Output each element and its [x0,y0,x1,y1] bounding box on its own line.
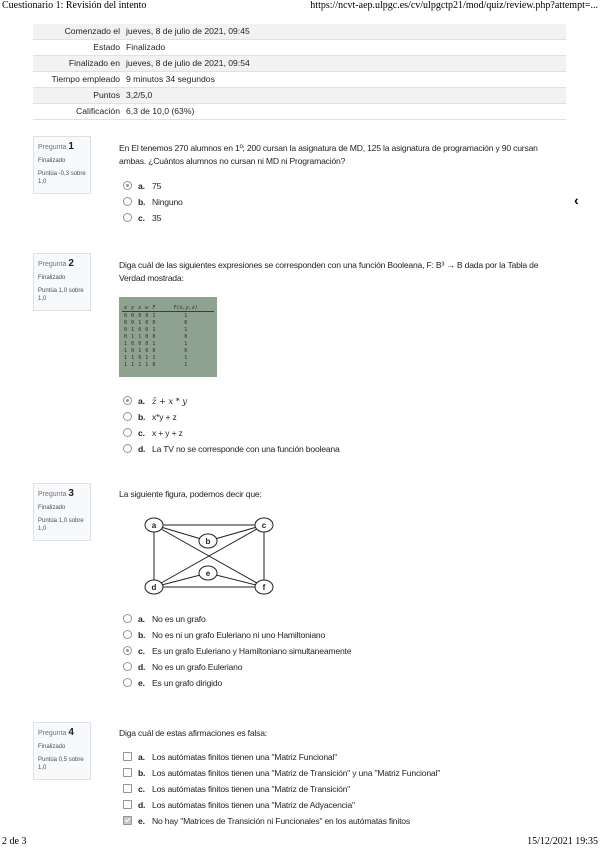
radio-button[interactable] [123,444,132,453]
question-info-4 [33,722,91,780]
truth-table: x y z w F F(x,y,z) 0 0 0 0 1 1 0 0 1 0 0 0 0 1 0 0 1 1 0 1 1 0 0 0 1 0 0 0 1 1 1 0 1 0 0 0 1 1 0 1 1 1 1 1 1 1 0 1 [122,304,214,368]
question-state: Finalizado [38,744,66,750]
question-number: Pregunta 2 [38,258,74,269]
checkbox[interactable] [123,800,132,809]
page-url[interactable]: https://ncvt-aep.ulpgc.es/cv/ulpgctp21/mod/quiz/review.php?attempt=... [310,0,598,11]
truth-table-image [119,297,217,377]
answer-option[interactable]: a. z̄ + x * y [123,395,187,407]
radio-button[interactable] [123,412,132,421]
browser-print-footer [0,836,600,848]
graph-node-label: f [262,583,266,592]
attempt-summary-table [33,24,566,120]
summary-value: jueves, 8 de julio de 2021, 09:45 [123,24,566,40]
checkbox[interactable] [123,768,132,777]
radio-button[interactable] [123,396,132,405]
summary-row [33,40,566,56]
graph-node-label: c [261,521,267,530]
question-state: Finalizado [38,158,66,164]
radio-button[interactable] [123,630,132,639]
radio-button[interactable] [123,614,132,623]
question-state: Finalizado [38,275,66,281]
question-text-4: Diga cuál de estas afirmaciones es falsa: [119,728,267,738]
question-text-3: La siguiente figura, podemos decir que: [119,489,262,499]
answer-option[interactable]: e. Es un grafo dirigido [123,677,222,689]
graph-node-label: d [151,583,157,592]
answer-option[interactable]: b. No es ni un grafo Euleriano ni uno Hamiltoniano [123,629,325,641]
radio-button[interactable] [123,678,132,687]
graph-node-label: b [205,537,211,546]
question-number: Pregunta 1 [38,141,74,152]
graph-figure [128,509,288,601]
summary-value: 9 minutos 34 segundos [123,72,566,88]
answer-option[interactable]: b. Ninguno [123,196,183,208]
answer-option[interactable]: d. Los autómatas finitos tienen una "Matriz de Adyacencia" [123,799,355,811]
question-text-1: En El tenemos 270 alumnos en 1º; 200 cursan la asignatura de MD, 125 la asignatura de programación y 90 cursan ambas. ¿Cuántos alumnos no cursan ni MD ni Programación? [119,143,538,166]
drawer-toggle-chevron-icon[interactable]: ‹ [574,192,579,208]
browser-print-header [0,0,600,12]
graph-node-label: e [205,569,211,578]
answer-option[interactable]: b. Los autómatas finitos tienen una "Matriz de Transición" y una "Matriz Funcional" [123,767,440,779]
print-datetime: 15/12/2021 19:35 [527,836,598,847]
radio-button[interactable] [123,428,132,437]
summary-label: Finalizado en [33,56,123,72]
answer-option[interactable]: c. x + y + z [123,427,183,439]
answer-option[interactable]: d. No es un grafo Euleriano [123,661,242,673]
summary-label: Calificación [33,104,123,120]
answer-option[interactable]: c. Es un grafo Euleriano y Hamiltoniano simultaneamente [123,645,351,657]
summary-label: Puntos [33,88,123,104]
summary-value: 3,2/5,0 [123,88,566,104]
answer-option[interactable]: a. No es un grafo [123,613,206,625]
summary-label: Estado [33,40,123,56]
summary-row [33,104,566,120]
summary-label: Comenzado el [33,24,123,40]
radio-button[interactable] [123,646,132,655]
question-info-1 [33,136,91,194]
answer-option[interactable]: a. Los autómatas finitos tienen una "Matriz Funcional" [123,751,337,763]
question-number: Pregunta 4 [38,727,74,738]
radio-button[interactable] [123,181,132,190]
question-number: Pregunta 3 [38,488,74,499]
checkbox[interactable] [123,784,132,793]
radio-button[interactable] [123,197,132,206]
radio-button[interactable] [123,662,132,671]
summary-value: 6,3 de 10,0 (63%) [123,104,566,120]
checkbox[interactable] [123,816,132,825]
question-info-3 [33,483,91,541]
answer-option[interactable]: d. La TV no se corresponde con una función booleana [123,443,340,455]
checkbox[interactable] [123,752,132,761]
question-mark: Puntúa 1,0 sobre 1,0 [38,288,84,302]
answer-option[interactable]: b. x*y + z [123,411,177,423]
question-text-2: Diga cuál de las siguientes expresiones se corresponden con una función Booleana, F: B³ → B dada por la Tabla de Verdad mostrada: [119,260,539,283]
summary-row [33,72,566,88]
summary-row [33,56,566,72]
answer-option[interactable]: a. 75 [123,180,161,192]
summary-row [33,24,566,40]
answer-option[interactable]: c. 35 [123,212,161,224]
summary-value: Finalizado [123,40,566,56]
question-info-2 [33,253,91,311]
summary-row [33,88,566,104]
answer-option[interactable]: e. No hay "Matrices de Transición ni Funcionales" en los autómatas finitos [123,815,410,827]
question-mark: Puntúa 0,5 sobre 1,0 [38,757,84,771]
question-mark: Puntúa 1,0 sobre 1,0 [38,518,84,532]
summary-value: jueves, 8 de julio de 2021, 09:54 [123,56,566,72]
question-mark: Puntúa -0,3 sobre 1,0 [38,171,86,185]
graph-node-label: a [151,521,157,530]
page-counter: 2 de 3 [2,836,27,847]
summary-label: Tiempo empleado [33,72,123,88]
answer-option[interactable]: c. Los autómatas finitos tienen una "Matriz de Transición" [123,783,350,795]
radio-button[interactable] [123,213,132,222]
question-state: Finalizado [38,505,66,511]
page-title: Cuestionario 1: Revisión del intento [2,0,147,11]
